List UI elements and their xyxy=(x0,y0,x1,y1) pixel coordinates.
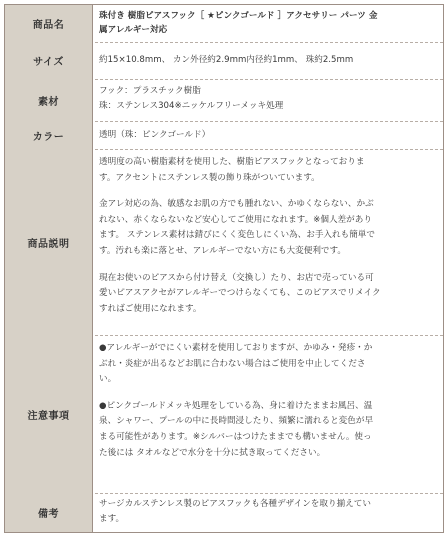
caution-paragraph xyxy=(99,341,437,388)
size-value xyxy=(93,42,443,79)
description-line: 透明度の高い樹脂素材を使用した、樹脂ピアスフックとなっておりま xyxy=(99,157,365,167)
notes-line: ます。 xyxy=(99,514,125,524)
product-name-line: 属アレルギー対応 xyxy=(99,25,168,35)
description-paragraph xyxy=(99,155,437,186)
caution-line: 泉、シャワー、プールの中に長時間浸したり、頻繁に濡れると変色が早 xyxy=(99,416,374,427)
product-name-line: 珠付き 樹脂ピアスフック［ ★ピンクゴールド ］アクセサリー パーツ 金 xyxy=(99,11,378,21)
notes-value xyxy=(93,493,443,532)
caution-paragraph xyxy=(99,399,437,461)
caution-value xyxy=(93,335,443,493)
row-description xyxy=(5,149,443,335)
caution-line: た後には タオルなどで水分を十分に拭き取ってください。 xyxy=(99,447,326,458)
color-value xyxy=(93,121,443,149)
description-line: すればご使用になれます。 xyxy=(99,303,202,314)
description-value xyxy=(93,149,443,335)
row-notes xyxy=(5,493,443,532)
header-product-name: 商品名 xyxy=(5,5,93,42)
header-size: サイズ xyxy=(5,42,93,79)
description-line: ます。 ステンレス素材は錆びにくく変色しにくい為、お手入れも簡単で xyxy=(99,230,375,241)
header-color: カラー xyxy=(5,121,93,149)
row-color xyxy=(5,121,443,149)
description-paragraph xyxy=(99,197,437,259)
caution-line: い。 xyxy=(99,374,117,385)
description-line: す。汚れも楽に落とせ、アレルギーでない方にも大変便利です。 xyxy=(99,245,347,256)
caution-line: まる可能性があります。※シルバーはつけたままでも構いません。使っ xyxy=(99,431,372,442)
header-caution: 注意事項 xyxy=(5,335,93,493)
caution-line: ぶれ・炎症が出るなどお肌に合わない場合はご使用を中止してくださ xyxy=(99,358,366,369)
product-name-value xyxy=(93,5,443,42)
description-line: 現在お使いのピアスから付け替え（交換し）たり、お店で売っている可 xyxy=(99,272,374,283)
caution-line: ●アレルギーがでにくい素材を使用しておりますが、かゆみ・発疹・か xyxy=(99,343,373,353)
description-line: 金アレ対応の為、敏感なお肌の方でも腫れない、かゆくならない、かぶ xyxy=(99,199,374,210)
description-line: す。アクセントにステンレス製の飾り珠がついています。 xyxy=(99,172,320,183)
row-product-name xyxy=(5,5,443,42)
description-line: 愛いピアスアクセがアレルギーでつけらなくても、このピアスでリメイク xyxy=(99,288,381,299)
row-size xyxy=(5,42,443,79)
header-description: 商品説明 xyxy=(5,149,93,335)
row-caution xyxy=(5,335,443,493)
header-notes: 備考 xyxy=(5,493,93,532)
caution-line: ●ピンクゴールドメッキ処理をしている為、身に着けたままお風呂、温 xyxy=(99,400,373,411)
header-material: 素材 xyxy=(5,79,93,121)
color-text: 透明（珠：ピンクゴールド） xyxy=(99,129,211,140)
description-line: れない、赤くならないなど安心してご使用になれます。※個人差があり xyxy=(99,214,372,225)
product-spec-table xyxy=(4,4,444,533)
material-value xyxy=(93,79,443,121)
size-text: 約15×10.8mm、 カン外径約2.9mm内径約1mm、 珠約2.5mm xyxy=(99,55,354,66)
notes-line: サージカルステンレス製のピアスフックも各種デザインを取り揃えてい xyxy=(99,499,371,509)
description-paragraph xyxy=(99,271,437,318)
row-material xyxy=(5,79,443,121)
material-line: 珠：ステンレス304※ニッケルフリーメッキ処理 xyxy=(99,101,284,111)
material-line: フック：プラスチック樹脂 xyxy=(99,86,201,96)
